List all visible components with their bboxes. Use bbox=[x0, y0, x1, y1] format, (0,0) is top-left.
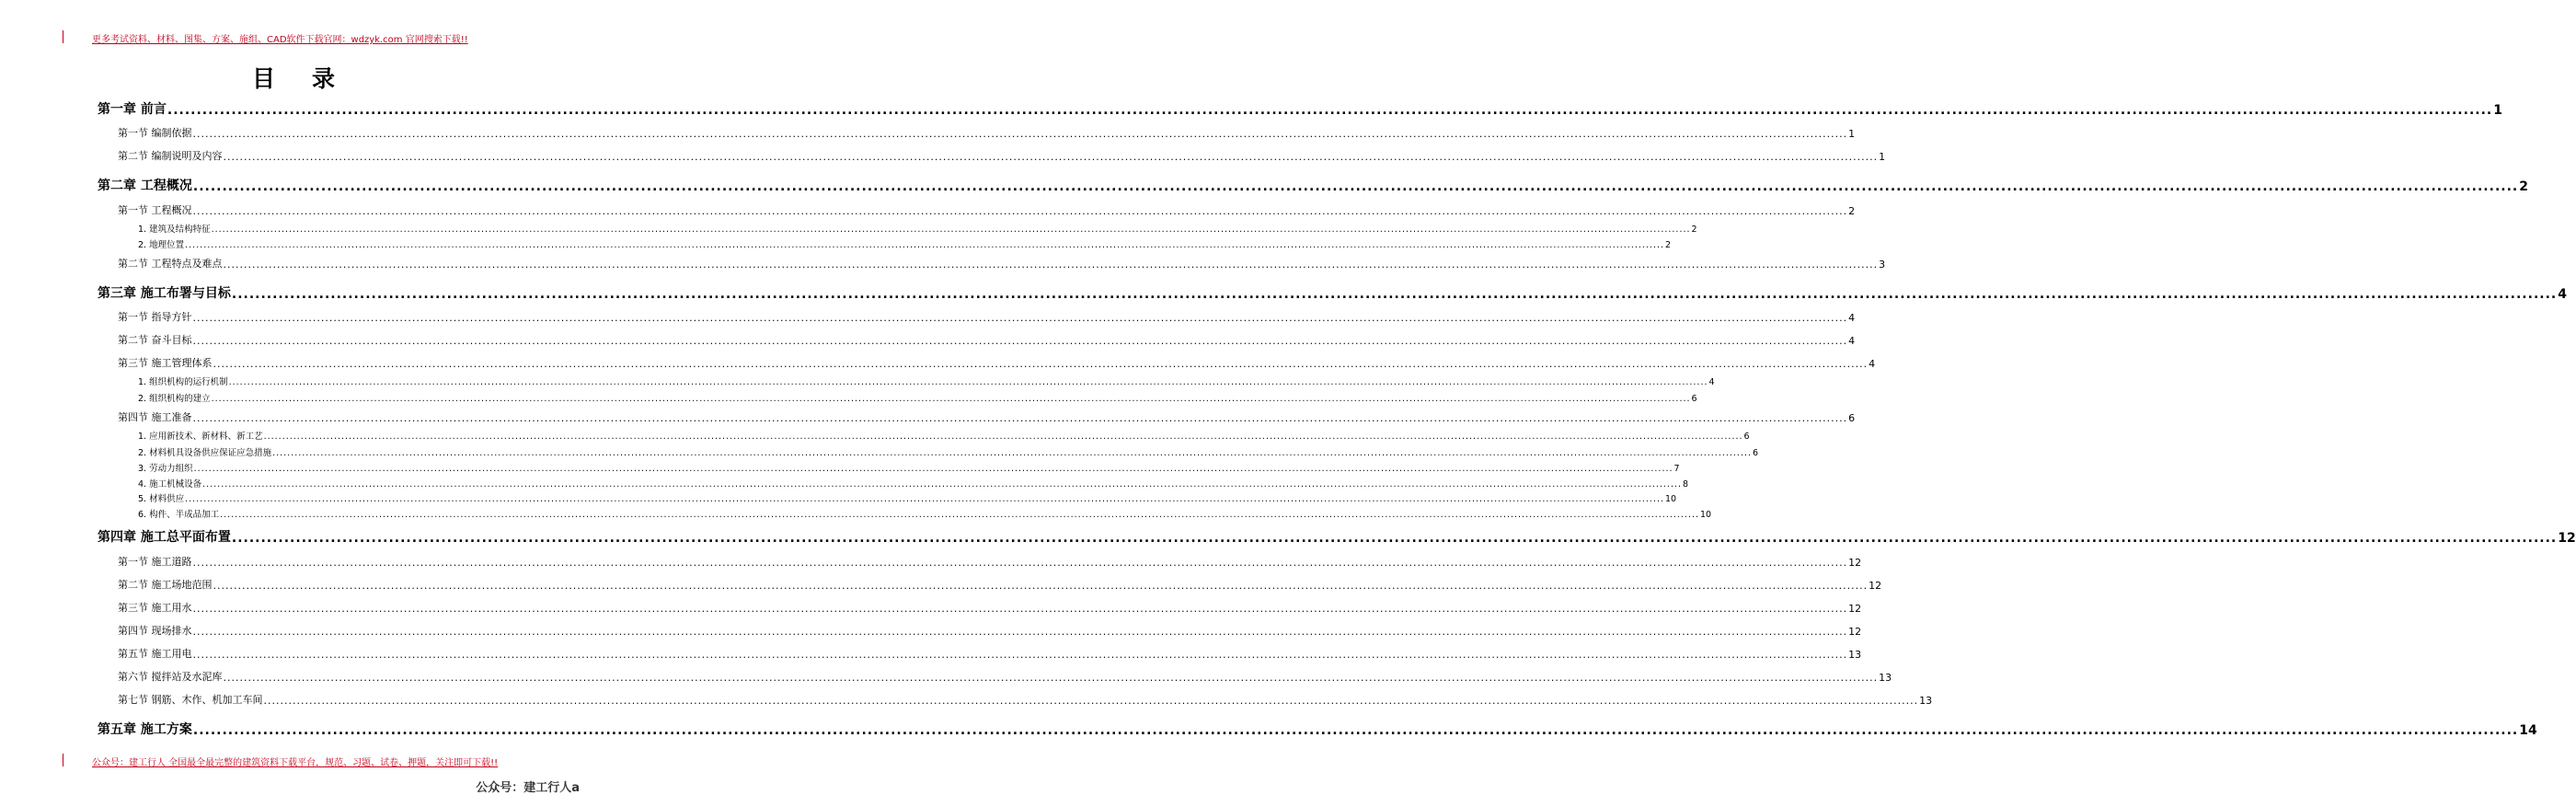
page-title: 目录 bbox=[251, 65, 372, 92]
toc-leader-dots: ................................................................................................................................................................................................................................................................................................................................................................................................................ bbox=[192, 626, 1848, 638]
toc-entry-page: 12 bbox=[1848, 557, 1862, 569]
toc-entry-label: 3. 劳动力组织 bbox=[138, 464, 193, 474]
toc-leader-dots: ................................................................................................................................................................................................................................................................................................................................................................................................................ bbox=[192, 205, 1848, 217]
toc-entry-page: 3 bbox=[1879, 259, 1886, 271]
toc-entry[interactable] bbox=[118, 409, 1856, 424]
toc-entry-label: 第一章 前言 bbox=[98, 102, 167, 117]
toc-entry[interactable] bbox=[98, 720, 2537, 738]
toc-entry-page: 6 bbox=[1743, 432, 1750, 442]
toc-leader-dots: ................................................................................................................................................................................................................................................................................................................................................................................................................ bbox=[228, 377, 1708, 387]
toc-entry-page: 2 bbox=[1691, 225, 1697, 235]
toc-leader-dots: ................................................................................................................................................................................................................................................................................................................................................................................................................ bbox=[167, 103, 2493, 118]
toc-entry[interactable] bbox=[118, 309, 1856, 324]
toc-entry[interactable] bbox=[118, 256, 1886, 271]
toc-leader-dots: ................................................................................................................................................................................................................................................................................................................................................................................................................ bbox=[192, 649, 1848, 661]
toc-entry-page: 4 bbox=[2558, 287, 2567, 302]
toc-entry[interactable] bbox=[138, 429, 1750, 442]
toc-entry-page: 13 bbox=[1848, 649, 1862, 661]
toc-entry-label: 第四章 施工总平面布置 bbox=[98, 530, 231, 545]
toc-entry-label: 2. 地理位置 bbox=[138, 240, 185, 250]
toc-leader-dots: ................................................................................................................................................................................................................................................................................................................................................................................................................ bbox=[263, 695, 1919, 707]
toc-entry-page: 13 bbox=[1919, 695, 1933, 707]
toc-entry[interactable] bbox=[118, 202, 1856, 217]
toc-entry[interactable] bbox=[138, 461, 1680, 474]
toc-entry[interactable] bbox=[138, 222, 1697, 235]
toc-entry-label: 第一节 工程概况 bbox=[118, 204, 192, 216]
toc-entry-label: 第二节 奋斗目标 bbox=[118, 334, 192, 346]
toc-entry-page: 1 bbox=[2493, 103, 2502, 118]
toc-entry[interactable] bbox=[118, 355, 1876, 370]
toc-entry-page: 13 bbox=[1879, 672, 1892, 684]
toc-entry-label: 第六节 搅拌站及水泥库 bbox=[118, 671, 223, 683]
toc-entry-label: 1. 应用新技术、新材料、新工艺 bbox=[138, 432, 263, 442]
toc-leader-dots: ................................................................................................................................................................................................................................................................................................................................................................................................................ bbox=[213, 580, 1869, 592]
toc-leader-dots: ................................................................................................................................................................................................................................................................................................................................................................................................................ bbox=[223, 151, 1879, 163]
toc-entry-label: 1. 组织机构的运行机制 bbox=[138, 377, 228, 387]
toc-entry-page: 6 bbox=[1753, 448, 1759, 458]
toc-entry-label: 2. 组织机构的建立 bbox=[138, 394, 211, 404]
toc-entry-page: 7 bbox=[1673, 464, 1680, 474]
toc-entry-page: 1 bbox=[1848, 128, 1856, 140]
toc-entry-label: 2. 材料机具设备供应保证应急措施 bbox=[138, 448, 272, 458]
footer-bottom-banner[interactable]: 公众号：建工行人 全国最全最完整的建筑资料下载平台，规范、习题、试卷、押题，关注即可下载!! bbox=[92, 758, 499, 768]
toc-leader-dots: ................................................................................................................................................................................................................................................................................................................................................................................................................ bbox=[192, 723, 2519, 738]
toc-leader-dots: ................................................................................................................................................................................................................................................................................................................................................................................................................ bbox=[202, 479, 1683, 490]
toc-entry[interactable] bbox=[118, 669, 1892, 684]
watermark: 公众号：建工行人a bbox=[476, 781, 580, 795]
toc-entry-page: 12 bbox=[1869, 580, 1882, 592]
toc-entry[interactable] bbox=[118, 332, 1856, 347]
toc-leader-dots: ................................................................................................................................................................................................................................................................................................................................................................................................................ bbox=[223, 259, 1879, 271]
header-top-banner[interactable]: 更多考试资料、材料、图集、方案、施组、CAD软件下载官网：wdzyk.com 官网搜索下载!! bbox=[92, 35, 468, 45]
toc-entry-label: 4. 施工机械设备 bbox=[138, 479, 202, 490]
toc-entry[interactable] bbox=[118, 692, 1933, 707]
toc-leader-dots: ................................................................................................................................................................................................................................................................................................................................................................................................................ bbox=[192, 335, 1848, 347]
toc-entry-page: 10 bbox=[1700, 510, 1712, 520]
toc-entry[interactable] bbox=[98, 527, 2576, 546]
toc-entry-page: 12 bbox=[1848, 626, 1862, 638]
toc-leader-dots: ................................................................................................................................................................................................................................................................................................................................................................................................................ bbox=[220, 510, 1700, 520]
toc-leader-dots: ................................................................................................................................................................................................................................................................................................................................................................................................................ bbox=[192, 128, 1848, 140]
toc-leader-dots: ................................................................................................................................................................................................................................................................................................................................................................................................................ bbox=[231, 531, 2558, 546]
toc-entry[interactable] bbox=[118, 554, 1862, 569]
toc-entry[interactable] bbox=[138, 391, 1697, 404]
toc-entry-page: 10 bbox=[1665, 494, 1677, 504]
toc-entry[interactable] bbox=[118, 623, 1862, 638]
toc-entry-page: 4 bbox=[1848, 335, 1856, 347]
toc-leader-dots: ................................................................................................................................................................................................................................................................................................................................................................................................................ bbox=[231, 287, 2558, 302]
toc-entry-label: 5. 材料供应 bbox=[138, 494, 185, 504]
toc-entry-page: 6 bbox=[1691, 394, 1697, 404]
toc-entry-label: 第四节 施工准备 bbox=[118, 411, 192, 423]
toc-entry-label: 第五节 施工用电 bbox=[118, 648, 192, 660]
toc-entry-page: 4 bbox=[1869, 358, 1876, 370]
toc-leader-dots: ................................................................................................................................................................................................................................................................................................................................................................................................................ bbox=[192, 603, 1848, 615]
toc-leader-dots: ................................................................................................................................................................................................................................................................................................................................................................................................................ bbox=[185, 240, 1665, 250]
toc-entry[interactable] bbox=[118, 577, 1882, 592]
toc-entry[interactable] bbox=[118, 125, 1856, 140]
toc-entry-label: 第二章 工程概况 bbox=[98, 179, 192, 193]
toc-entry[interactable] bbox=[138, 237, 1672, 250]
toc-leader-dots: ................................................................................................................................................................................................................................................................................................................................................................................................................ bbox=[223, 672, 1879, 684]
toc-entry-label: 6. 构件、半成品加工 bbox=[138, 510, 220, 520]
toc-entry-label: 第二节 编制说明及内容 bbox=[118, 150, 223, 162]
toc-entry-label: 第三节 施工用水 bbox=[118, 602, 192, 614]
toc-entry-label: 第七节 钢筋、木作、机加工车间 bbox=[118, 694, 263, 706]
toc-leader-dots: ................................................................................................................................................................................................................................................................................................................................................................................................................ bbox=[192, 179, 2519, 194]
toc-entry-label: 第一节 编制依据 bbox=[118, 127, 192, 139]
toc-entry-label: 第一节 施工道路 bbox=[118, 556, 192, 568]
toc-entry-label: 第二节 施工场地范围 bbox=[118, 579, 213, 591]
toc-entry-page: 8 bbox=[1683, 479, 1689, 490]
toc-entry-label: 第一节 指导方针 bbox=[118, 311, 192, 323]
toc-leader-dots: ................................................................................................................................................................................................................................................................................................................................................................................................................ bbox=[272, 448, 1753, 458]
toc-leader-dots: ................................................................................................................................................................................................................................................................................................................................................................................................................ bbox=[263, 432, 1743, 442]
toc-entry[interactable] bbox=[138, 491, 1677, 504]
toc-entry[interactable] bbox=[138, 507, 1712, 520]
toc-entry-label: 第二节 工程特点及难点 bbox=[118, 258, 223, 270]
toc-entry[interactable] bbox=[118, 148, 1886, 163]
toc-leader-dots: ................................................................................................................................................................................................................................................................................................................................................................................................................ bbox=[192, 312, 1848, 324]
toc-entry-page: 2 bbox=[1848, 205, 1856, 217]
toc-entry-page: 2 bbox=[2519, 179, 2528, 194]
toc-leader-dots: ................................................................................................................................................................................................................................................................................................................................................................................................................ bbox=[192, 412, 1848, 424]
toc-entry[interactable] bbox=[138, 477, 1689, 490]
toc-entry-label: 1. 建筑及结构特征 bbox=[138, 225, 211, 235]
toc-leader-dots: ................................................................................................................................................................................................................................................................................................................................................................................................................ bbox=[211, 394, 1691, 404]
toc-leader-dots: ................................................................................................................................................................................................................................................................................................................................................................................................................ bbox=[193, 464, 1673, 474]
toc-entry-page: 12 bbox=[2558, 531, 2576, 546]
toc-entry[interactable] bbox=[118, 646, 1862, 661]
toc-entry[interactable] bbox=[98, 99, 2502, 118]
toc-leader-dots: ................................................................................................................................................................................................................................................................................................................................................................................................................ bbox=[192, 557, 1848, 569]
toc-entry[interactable] bbox=[138, 374, 1715, 387]
toc-entry-label: 第三节 施工管理体系 bbox=[118, 357, 213, 369]
toc-entry[interactable] bbox=[138, 445, 1759, 458]
toc-leader-dots: ................................................................................................................................................................................................................................................................................................................................................................................................................ bbox=[213, 358, 1869, 370]
toc-entry[interactable] bbox=[118, 600, 1862, 615]
toc-entry-label: 第四节 现场排水 bbox=[118, 625, 192, 637]
toc-entry-page: 1 bbox=[1879, 151, 1886, 163]
toc-leader-dots: ................................................................................................................................................................................................................................................................................................................................................................................................................ bbox=[211, 225, 1691, 235]
toc-entry-page: 12 bbox=[1848, 603, 1862, 615]
toc-entry-page: 4 bbox=[1708, 377, 1715, 387]
toc-entry-label: 第三章 施工布署与目标 bbox=[98, 286, 231, 301]
toc-entry[interactable] bbox=[98, 283, 2567, 302]
toc-entry-page: 2 bbox=[1665, 240, 1672, 250]
toc-entry-label: 第五章 施工方案 bbox=[98, 722, 192, 737]
toc-leader-dots: ................................................................................................................................................................................................................................................................................................................................................................................................................ bbox=[185, 494, 1665, 504]
toc-entry[interactable] bbox=[98, 176, 2528, 194]
toc-entry-page: 4 bbox=[1848, 312, 1856, 324]
toc-entry-page: 14 bbox=[2519, 723, 2537, 738]
toc-entry-page: 6 bbox=[1848, 412, 1856, 424]
